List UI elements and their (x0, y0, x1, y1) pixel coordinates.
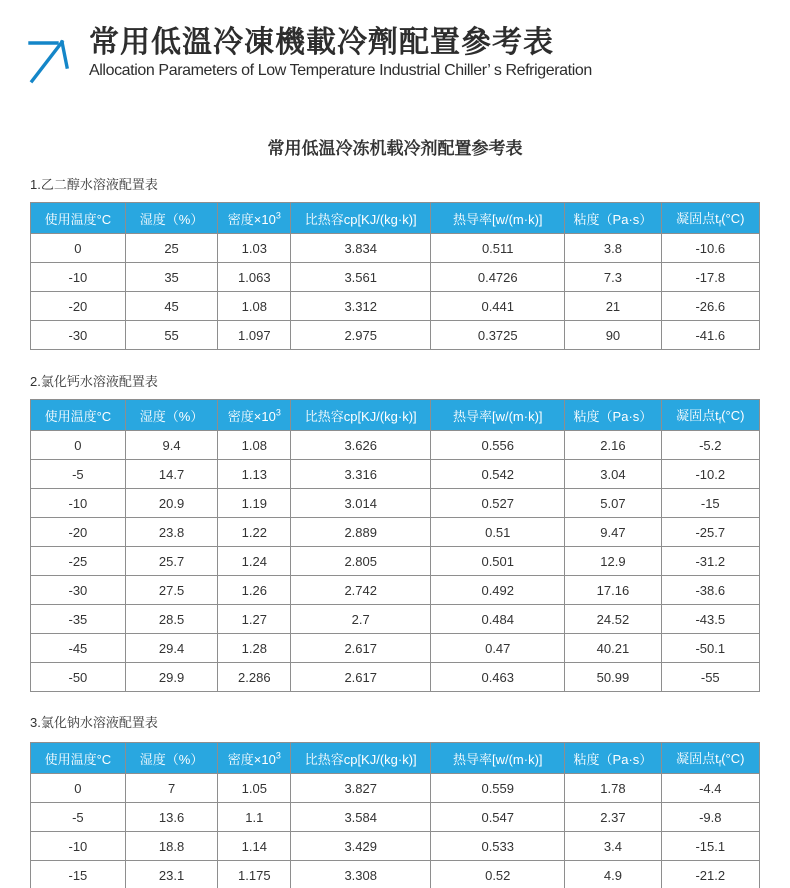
cell-specific-heat: 2.617 (291, 663, 431, 692)
cell-viscosity: 7.3 (565, 263, 661, 292)
table-row (31, 263, 760, 292)
cell-viscosity: 3.04 (565, 460, 661, 489)
table-row (31, 321, 760, 350)
cell-specific-heat: 3.626 (291, 431, 431, 460)
cell-temperature: -5 (31, 803, 126, 832)
cell-thermal-conductivity: 0.47 (431, 634, 565, 663)
cell-freezing-point: -5.2 (661, 431, 759, 460)
cell-freezing-point: -10.6 (661, 234, 759, 263)
cell-viscosity: 1.78 (565, 774, 661, 803)
table-row (31, 861, 760, 888)
cell-thermal-conductivity: 0.542 (431, 460, 565, 489)
cell-temperature: -10 (31, 489, 126, 518)
column-header-thermal-conductivity: 热导率[w/(m·k)] (431, 203, 565, 234)
title-block (89, 26, 592, 80)
column-header-temperature: 使用温度°C (31, 203, 126, 234)
cell-thermal-conductivity: 0.556 (431, 431, 565, 460)
column-header-specific-heat: 比热容cp[KJ/(kg·k)] (291, 743, 431, 774)
cell-humidity: 35 (125, 263, 218, 292)
cell-specific-heat: 3.561 (291, 263, 431, 292)
column-header-specific-heat: 比热容cp[KJ/(kg·k)] (291, 203, 431, 234)
cell-viscosity: 2.16 (565, 431, 661, 460)
cell-specific-heat: 3.584 (291, 803, 431, 832)
cell-freezing-point: -10.2 (661, 460, 759, 489)
column-header-temperature: 使用温度°C (31, 743, 126, 774)
cell-specific-heat: 3.316 (291, 460, 431, 489)
column-header-specific-heat: 比热容cp[KJ/(kg·k)] (291, 400, 431, 431)
cell-viscosity: 21 (565, 292, 661, 321)
cell-viscosity: 9.47 (565, 518, 661, 547)
table-row (31, 431, 760, 460)
cell-density: 1.08 (218, 431, 291, 460)
cell-specific-heat: 3.308 (291, 861, 431, 888)
section-ethylene-glycol (30, 174, 760, 350)
table-row (31, 547, 760, 576)
cell-humidity: 9.4 (125, 431, 218, 460)
table-row (31, 460, 760, 489)
cell-humidity: 29.9 (125, 663, 218, 692)
cell-thermal-conductivity: 0.463 (431, 663, 565, 692)
cell-temperature: 0 (31, 234, 126, 263)
cell-density: 1.05 (218, 774, 291, 803)
cell-viscosity: 24.52 (565, 605, 661, 634)
cell-temperature: -10 (31, 263, 126, 292)
cell-viscosity: 2.37 (565, 803, 661, 832)
cell-thermal-conductivity: 0.51 (431, 518, 565, 547)
cell-density: 1.28 (218, 634, 291, 663)
cell-density: 1.1 (218, 803, 291, 832)
cell-freezing-point: -4.4 (661, 774, 759, 803)
cell-humidity: 7 (125, 774, 218, 803)
column-header-humidity: 湿度（%） (125, 203, 218, 234)
cell-temperature: -15 (31, 861, 126, 888)
cell-temperature: -10 (31, 832, 126, 861)
cell-density: 1.03 (218, 234, 291, 263)
section-label-sodium-chloride: 3.氯化钠水溶液配置表 (30, 715, 158, 730)
cell-thermal-conductivity: 0.484 (431, 605, 565, 634)
header-row (31, 400, 760, 431)
cell-humidity: 18.8 (125, 832, 218, 861)
cell-thermal-conductivity: 0.492 (431, 576, 565, 605)
cell-humidity: 25 (125, 234, 218, 263)
table-ethylene-glycol (30, 202, 760, 350)
cell-density: 1.19 (218, 489, 291, 518)
cell-viscosity: 3.8 (565, 234, 661, 263)
column-header-density: 密度$\times 10^3$ (218, 743, 291, 774)
cell-freezing-point: -55 (661, 663, 759, 692)
cell-humidity: 29.4 (125, 634, 218, 663)
cell-humidity: 55 (125, 321, 218, 350)
cell-specific-heat: 3.827 (291, 774, 431, 803)
table-calcium-chloride (30, 399, 760, 692)
cell-humidity: 23.8 (125, 518, 218, 547)
cell-freezing-point: -50.1 (661, 634, 759, 663)
cell-humidity: 13.6 (125, 803, 218, 832)
column-header-thermal-conductivity: 热导率[w/(m·k)] (431, 400, 565, 431)
cell-freezing-point: -43.5 (661, 605, 759, 634)
cell-humidity: 45 (125, 292, 218, 321)
section-sodium-chloride (30, 712, 760, 888)
column-header-viscosity: 粘度（Pa·s） (565, 203, 661, 234)
cell-humidity: 14.7 (125, 460, 218, 489)
column-header-temperature: 使用温度°C (31, 400, 126, 431)
cell-temperature: -45 (31, 634, 126, 663)
cell-freezing-point: -21.2 (661, 861, 759, 888)
cell-thermal-conductivity: 0.533 (431, 832, 565, 861)
cell-specific-heat: 2.742 (291, 576, 431, 605)
cell-thermal-conductivity: 0.511 (431, 234, 565, 263)
cell-specific-heat: 2.805 (291, 547, 431, 576)
section-label-calcium-chloride: 2.氯化钙水溶液配置表 (30, 374, 158, 389)
cell-specific-heat: 3.429 (291, 832, 431, 861)
cell-specific-heat: 3.014 (291, 489, 431, 518)
column-header-freezing-point: 凝固点$t_f(^\circ C)$ (661, 400, 759, 431)
column-header-density: 密度$\times 10^3$ (218, 203, 291, 234)
cell-density: 1.14 (218, 832, 291, 861)
cell-thermal-conductivity: 0.3725 (431, 321, 565, 350)
cell-viscosity: 3.4 (565, 832, 661, 861)
cell-temperature: -20 (31, 518, 126, 547)
cell-density: 1.27 (218, 605, 291, 634)
column-header-viscosity: 粘度（Pa·s） (565, 743, 661, 774)
cell-density: 1.22 (218, 518, 291, 547)
cell-freezing-point: -26.6 (661, 292, 759, 321)
cell-thermal-conductivity: 0.559 (431, 774, 565, 803)
column-header-humidity: 湿度（%） (125, 400, 218, 431)
cell-density: 2.286 (218, 663, 291, 692)
table-row (31, 663, 760, 692)
document-caption: 常用低温冷冻机载冷剂配置参考表 (267, 139, 523, 158)
column-header-freezing-point: 凝固点$t_f(^\circ C)$ (661, 203, 759, 234)
cell-temperature: 0 (31, 431, 126, 460)
cell-temperature: -30 (31, 576, 126, 605)
cell-density: 1.13 (218, 460, 291, 489)
cell-specific-heat: 3.312 (291, 292, 431, 321)
cell-freezing-point: -15.1 (661, 832, 759, 861)
page-header (20, 26, 760, 88)
cell-viscosity: 4.9 (565, 861, 661, 888)
cell-temperature: -35 (31, 605, 126, 634)
cell-temperature: -50 (31, 663, 126, 692)
cell-density: 1.26 (218, 576, 291, 605)
cell-viscosity: 5.07 (565, 489, 661, 518)
cell-specific-heat: 2.7 (291, 605, 431, 634)
cell-humidity: 25.7 (125, 547, 218, 576)
cell-thermal-conductivity: 0.547 (431, 803, 565, 832)
cell-humidity: 28.5 (125, 605, 218, 634)
cell-thermal-conductivity: 0.441 (431, 292, 565, 321)
table-row (31, 234, 760, 263)
cell-temperature: 0 (31, 774, 126, 803)
table-row (31, 803, 760, 832)
cell-viscosity: 40.21 (565, 634, 661, 663)
cell-temperature: -5 (31, 460, 126, 489)
cell-humidity: 23.1 (125, 861, 218, 888)
table-row (31, 292, 760, 321)
table-row (31, 489, 760, 518)
cell-humidity: 20.9 (125, 489, 218, 518)
cell-density: 1.175 (218, 861, 291, 888)
cell-density: 1.08 (218, 292, 291, 321)
header-row (31, 203, 760, 234)
arrow-up-right-icon (20, 28, 76, 88)
cell-density: 1.063 (218, 263, 291, 292)
cell-freezing-point: -25.7 (661, 518, 759, 547)
cell-humidity: 27.5 (125, 576, 218, 605)
page-title: 常用低溫冷凍機載冷劑配置參考表 (89, 26, 554, 59)
cell-temperature: -30 (31, 321, 126, 350)
column-header-thermal-conductivity: 热导率[w/(m·k)] (431, 743, 565, 774)
cell-specific-heat: 2.617 (291, 634, 431, 663)
section-label-ethylene-glycol: 1.乙二醇水溶液配置表 (30, 177, 158, 192)
cell-viscosity: 50.99 (565, 663, 661, 692)
table-sodium-chloride (30, 742, 760, 888)
cell-density: 1.097 (218, 321, 291, 350)
cell-temperature: -20 (31, 292, 126, 321)
section-calcium-chloride (30, 371, 760, 692)
cell-viscosity: 12.9 (565, 547, 661, 576)
table-row (31, 832, 760, 861)
column-header-density: 密度$\times 10^3$ (218, 400, 291, 431)
cell-specific-heat: 2.889 (291, 518, 431, 547)
table-row (31, 605, 760, 634)
column-header-viscosity: 粘度（Pa·s） (565, 400, 661, 431)
column-header-humidity: 湿度（%） (125, 743, 218, 774)
table-row (31, 576, 760, 605)
cell-thermal-conductivity: 0.527 (431, 489, 565, 518)
cell-thermal-conductivity: 0.4726 (431, 263, 565, 292)
table-row (31, 634, 760, 663)
cell-freezing-point: -31.2 (661, 547, 759, 576)
column-header-freezing-point: 凝固点$t_f(^\circ C)$ (661, 743, 759, 774)
cell-freezing-point: -41.6 (661, 321, 759, 350)
table-row (31, 518, 760, 547)
cell-viscosity: 17.16 (565, 576, 661, 605)
cell-freezing-point: -17.8 (661, 263, 759, 292)
cell-thermal-conductivity: 0.52 (431, 861, 565, 888)
cell-specific-heat: 2.975 (291, 321, 431, 350)
header-row (31, 743, 760, 774)
cell-freezing-point: -15 (661, 489, 759, 518)
cell-viscosity: 90 (565, 321, 661, 350)
cell-density: 1.24 (218, 547, 291, 576)
table-row (31, 774, 760, 803)
cell-specific-heat: 3.834 (291, 234, 431, 263)
cell-temperature: -25 (31, 547, 126, 576)
cell-freezing-point: -9.8 (661, 803, 759, 832)
cell-freezing-point: -38.6 (661, 576, 759, 605)
cell-thermal-conductivity: 0.501 (431, 547, 565, 576)
page-subtitle: Allocation Parameters of Low Temperature Industrial Chiller’ s Refrigeration (89, 62, 592, 79)
